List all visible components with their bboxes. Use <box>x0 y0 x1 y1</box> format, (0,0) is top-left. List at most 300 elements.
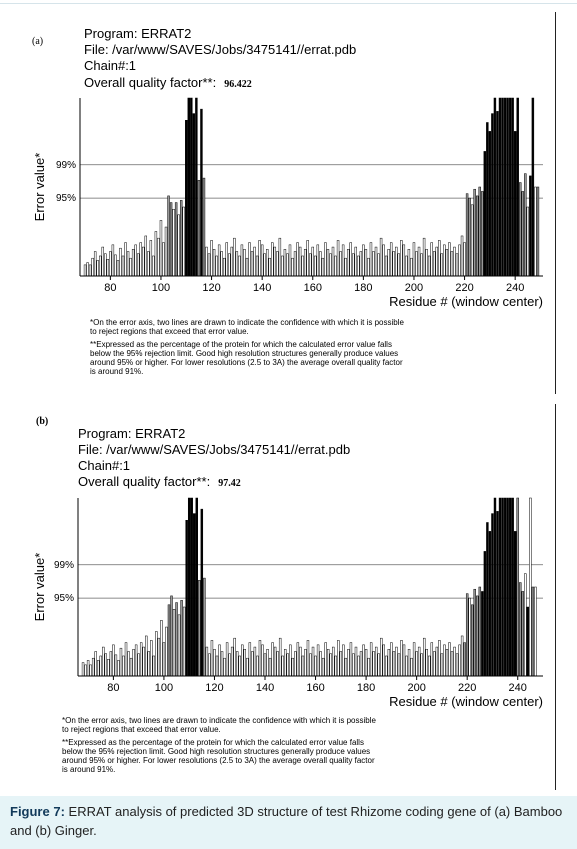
error-bar <box>350 243 352 276</box>
error-bar <box>261 245 263 276</box>
error-bar <box>140 643 142 676</box>
error-bar <box>398 254 400 276</box>
error-bar <box>135 645 137 676</box>
error-bar <box>486 122 488 276</box>
y-axis-label: Error value* <box>32 152 47 222</box>
error-bar <box>456 254 458 276</box>
error-bar <box>297 243 299 276</box>
error-bar <box>211 240 213 276</box>
x-tick-label: 180 <box>356 682 376 694</box>
error-bar <box>502 498 504 676</box>
quality-factor <box>84 75 252 93</box>
error-bar <box>375 247 377 276</box>
error-bar <box>428 656 430 676</box>
error-bar <box>175 203 177 276</box>
error-bar <box>163 243 165 276</box>
error-bar <box>436 247 438 276</box>
error-bar <box>441 654 443 676</box>
footnote-confidence: *On the error axis, two lines are drawn to indicate the confidence with which it is possible to reject regions that exceed that error value. <box>90 318 404 336</box>
error-bar <box>367 258 369 276</box>
error-bar <box>178 615 180 676</box>
error-bar <box>206 247 208 276</box>
error-bar <box>433 252 435 276</box>
panel-label: (a) <box>32 36 44 47</box>
error-bar <box>408 649 410 676</box>
error-bar <box>269 658 271 676</box>
error-bar <box>345 658 347 676</box>
error-bar <box>206 647 208 676</box>
error-bar <box>178 215 180 276</box>
error-bar <box>203 178 205 276</box>
error-bar <box>418 247 420 276</box>
error-bar <box>100 656 102 676</box>
error-bar <box>479 587 481 676</box>
error-bar <box>259 240 261 276</box>
error-bar <box>459 245 461 276</box>
error-bar <box>198 580 200 676</box>
error-bar <box>147 252 149 276</box>
error-bar <box>423 238 425 276</box>
error-bar <box>360 252 362 276</box>
error-bar <box>183 607 185 676</box>
error-bar <box>307 640 309 676</box>
error-bar <box>304 249 306 276</box>
error-bar <box>284 649 286 676</box>
error-bar <box>317 645 319 676</box>
error-bar <box>173 209 175 276</box>
error-bar <box>155 232 157 277</box>
error-bar <box>102 647 104 676</box>
error-bar <box>304 649 306 676</box>
error-bar <box>393 252 395 276</box>
errat-chart <box>22 94 555 314</box>
error-bar <box>188 98 190 276</box>
error-bar <box>519 583 521 676</box>
error-bar <box>433 652 435 676</box>
error-bar <box>216 656 218 676</box>
error-bar <box>186 520 188 676</box>
error-bar <box>302 656 304 676</box>
error-bar <box>529 498 531 676</box>
error-bar <box>340 252 342 276</box>
error-bar <box>443 245 445 276</box>
error-bar <box>302 256 304 276</box>
error-bar <box>259 640 261 676</box>
error-bar <box>99 256 101 276</box>
error-bar <box>241 245 243 276</box>
error-bar <box>342 645 344 676</box>
error-bar <box>229 654 231 676</box>
error-bar <box>378 254 380 276</box>
footnotes <box>90 318 410 380</box>
error-bar <box>117 660 119 676</box>
error-bar <box>150 640 152 676</box>
error-bar <box>238 256 240 276</box>
error-bar <box>267 649 269 676</box>
error-bar <box>453 247 455 276</box>
error-bar <box>256 656 258 676</box>
error-bar <box>286 254 288 276</box>
error-bar <box>155 632 157 677</box>
error-bar <box>534 587 536 676</box>
error-bar <box>168 605 170 676</box>
error-bar <box>358 656 360 676</box>
error-bar <box>90 665 92 676</box>
error-bar <box>157 238 159 276</box>
error-bar <box>401 640 403 676</box>
error-bar <box>95 652 97 676</box>
error-bar <box>474 589 476 676</box>
error-bar <box>491 514 493 676</box>
error-bar <box>145 636 147 676</box>
error-bar <box>332 247 334 276</box>
quality-factor-value: 97.42 <box>218 478 241 489</box>
error-bar <box>476 196 478 276</box>
error-bar <box>385 256 387 276</box>
error-bar <box>413 243 415 276</box>
error-bar <box>120 248 122 276</box>
error-bar <box>114 255 116 276</box>
error-bar <box>496 111 498 276</box>
error-bar <box>107 259 109 276</box>
error-bar <box>122 256 124 276</box>
error-bar <box>509 498 511 676</box>
error-bar <box>87 660 89 676</box>
error-bar <box>276 252 278 276</box>
error-bar <box>282 656 284 676</box>
x-tick-label: 140 <box>255 682 275 694</box>
error-bar <box>223 258 225 276</box>
error-bar <box>317 245 319 276</box>
error-bar <box>312 647 314 676</box>
error-bar <box>327 249 329 276</box>
error-bar <box>266 249 268 276</box>
error-bar <box>211 640 213 676</box>
error-bar <box>524 574 526 676</box>
reference-line-label: 99% <box>53 559 74 571</box>
error-bar <box>390 243 392 276</box>
error-bar <box>537 187 539 276</box>
caption-label: Figure 7: <box>10 804 65 819</box>
error-bar <box>213 249 215 276</box>
error-bar <box>454 647 456 676</box>
chain-id: Chain#:1 <box>84 58 137 73</box>
error-bar <box>413 643 415 676</box>
error-bar <box>112 645 114 676</box>
error-bar <box>446 249 448 276</box>
error-bar <box>246 658 248 676</box>
error-bar <box>370 643 372 676</box>
error-bar <box>360 652 362 676</box>
error-bar <box>335 256 337 276</box>
error-bar <box>310 654 312 676</box>
error-bar <box>191 498 193 676</box>
error-bar <box>532 587 534 676</box>
error-bar <box>486 522 488 676</box>
error-bar <box>416 252 418 276</box>
error-bar <box>504 98 506 276</box>
error-bar <box>469 598 471 676</box>
error-bar <box>461 236 463 276</box>
error-bar <box>218 245 220 276</box>
error-bar <box>165 227 167 276</box>
error-bar <box>418 647 420 676</box>
error-bar <box>327 649 329 676</box>
error-bar <box>370 243 372 276</box>
error-bar <box>398 654 400 676</box>
error-bar <box>529 176 531 276</box>
error-bar <box>352 654 354 676</box>
error-bar <box>332 647 334 676</box>
error-bar <box>236 652 238 676</box>
error-bar <box>446 649 448 676</box>
error-bar <box>254 247 256 276</box>
error-bar <box>299 647 301 676</box>
error-bar <box>309 254 311 276</box>
error-bar <box>383 245 385 276</box>
error-bar <box>522 191 524 276</box>
error-bar <box>534 187 536 276</box>
error-bar <box>254 647 256 676</box>
error-bar <box>219 645 221 676</box>
error-bar <box>365 649 367 676</box>
error-bar <box>527 607 529 676</box>
error-bar <box>231 247 233 276</box>
errat-panel-b <box>22 404 556 790</box>
error-bar <box>163 643 165 676</box>
error-bar <box>284 249 286 276</box>
error-bar <box>244 649 246 676</box>
error-bar <box>241 645 243 676</box>
error-bar <box>443 645 445 676</box>
error-bar <box>507 498 509 676</box>
error-bar <box>137 254 139 276</box>
error-bar <box>299 247 301 276</box>
x-tick-label: 240 <box>505 282 525 294</box>
error-bar <box>97 660 99 676</box>
error-bar <box>461 636 463 676</box>
error-bar <box>459 645 461 676</box>
x-tick-label: 140 <box>252 282 272 294</box>
panel-label: (b) <box>36 416 49 427</box>
error-bar <box>410 258 412 276</box>
error-bar <box>431 643 433 676</box>
chain-id: Chain#:1 <box>78 458 131 473</box>
error-bar <box>94 252 96 276</box>
error-bar <box>352 254 354 276</box>
error-bar <box>104 254 106 276</box>
error-bar <box>117 260 119 276</box>
error-bar <box>411 658 413 676</box>
error-bar <box>476 596 478 676</box>
error-bar <box>489 131 491 276</box>
error-bar <box>153 656 155 676</box>
error-bar <box>519 183 521 276</box>
error-bar <box>421 254 423 276</box>
error-bar <box>231 647 233 676</box>
quality-factor-label: Overall quality factor**: <box>78 474 211 489</box>
error-bar <box>274 247 276 276</box>
error-bar <box>292 658 294 676</box>
reference-line-label: 95% <box>55 193 76 205</box>
error-bar <box>469 198 471 276</box>
error-bar <box>158 638 160 676</box>
error-bar <box>362 245 364 276</box>
error-bar <box>105 654 107 676</box>
error-bar <box>307 240 309 276</box>
error-bar <box>173 609 175 676</box>
error-bar <box>524 174 526 276</box>
error-bar <box>251 652 253 676</box>
error-bar <box>507 98 509 276</box>
error-bar <box>264 254 266 276</box>
error-bar <box>279 638 281 676</box>
error-bar <box>87 263 89 276</box>
error-bar <box>403 645 405 676</box>
error-bar <box>428 256 430 276</box>
error-bar <box>195 98 197 276</box>
error-bar <box>203 578 205 676</box>
y-axis-label: Error value* <box>32 552 47 622</box>
error-bar <box>527 207 529 276</box>
error-bar <box>373 252 375 276</box>
error-bar <box>185 120 187 276</box>
error-bar <box>337 240 339 276</box>
error-bar <box>512 98 514 276</box>
error-bar <box>171 596 173 676</box>
error-bar <box>201 509 203 676</box>
error-bar <box>416 652 418 676</box>
error-bar <box>380 638 382 676</box>
error-bar <box>148 652 150 676</box>
file-path: File: /var/www/SAVES/Jobs/3475141//errat.pdb <box>78 442 351 457</box>
error-bar <box>262 645 264 676</box>
x-axis-label: Residue # (window center) <box>389 694 543 709</box>
reference-line-label: 95% <box>53 593 74 605</box>
file-path: File: /var/www/SAVES/Jobs/3475141//errat.pdb <box>84 42 357 57</box>
error-bar <box>395 247 397 276</box>
error-bar <box>365 249 367 276</box>
x-tick-label: 120 <box>202 282 221 294</box>
error-bar <box>287 654 289 676</box>
error-bar <box>109 252 111 276</box>
error-bar <box>532 98 534 276</box>
error-bar <box>181 600 183 676</box>
error-bar <box>406 656 408 676</box>
error-bar <box>312 247 314 276</box>
error-bar <box>294 252 296 276</box>
error-bar <box>405 256 407 276</box>
error-bar <box>395 647 397 676</box>
error-bar <box>383 645 385 676</box>
error-bar <box>390 643 392 676</box>
error-bar <box>274 647 276 676</box>
error-bar <box>517 98 519 276</box>
error-bar <box>138 654 140 676</box>
error-bar <box>168 196 170 276</box>
x-tick-label: 100 <box>154 682 174 694</box>
error-bar <box>234 638 236 676</box>
error-bar <box>228 254 230 276</box>
error-bar <box>112 245 114 276</box>
error-bar <box>315 656 317 676</box>
error-bar <box>388 249 390 276</box>
error-bar <box>84 265 86 276</box>
error-bar <box>466 194 468 276</box>
error-bar <box>449 643 451 676</box>
error-bar <box>347 249 349 276</box>
error-bar <box>188 498 190 676</box>
x-tick-label: 120 <box>205 682 224 694</box>
error-bar <box>408 249 410 276</box>
error-bar <box>522 591 524 676</box>
caption-body: ERRAT analysis of predicted 3D structure of test Rhizome coding gene of (a) Bamboo and (b) Ginger. <box>10 804 563 838</box>
figure-caption <box>0 796 577 849</box>
error-bar <box>393 652 395 676</box>
error-bar <box>110 652 112 676</box>
error-bar <box>130 658 132 676</box>
x-tick-label: 220 <box>458 682 477 694</box>
x-tick-label: 200 <box>407 682 426 694</box>
error-bar <box>214 649 216 676</box>
error-bar <box>499 98 501 276</box>
error-bar <box>423 638 425 676</box>
error-bar <box>494 98 496 276</box>
error-bar <box>152 256 154 276</box>
error-bar <box>504 498 506 676</box>
error-bar <box>281 256 283 276</box>
error-bar <box>115 655 117 676</box>
error-bar <box>198 180 200 276</box>
errat-panel-a <box>22 12 556 394</box>
x-tick-label: 160 <box>303 282 322 294</box>
error-bar <box>233 238 235 276</box>
error-bar <box>107 659 109 676</box>
error-bar <box>340 652 342 676</box>
error-bar <box>436 647 438 676</box>
error-bar <box>421 654 423 676</box>
error-bar <box>426 249 428 276</box>
error-bar <box>481 191 483 276</box>
error-bar <box>196 498 198 676</box>
error-bar <box>264 654 266 676</box>
program-name: Program: ERRAT2 <box>78 426 186 441</box>
error-bar <box>269 258 271 276</box>
top-divider <box>0 3 577 4</box>
error-bar <box>193 514 195 676</box>
error-bar <box>142 247 144 276</box>
error-bar <box>342 245 344 276</box>
quality-factor-value: 96.422 <box>224 79 252 90</box>
error-bar <box>335 656 337 676</box>
error-bar <box>512 498 514 676</box>
error-bar <box>514 531 516 676</box>
error-bar <box>451 252 453 276</box>
x-axis-label: Residue # (window center) <box>389 294 543 309</box>
error-bar <box>438 240 440 276</box>
error-bar <box>357 256 359 276</box>
error-bar <box>322 658 324 676</box>
error-bar <box>320 652 322 676</box>
footnote-quality: **Expressed as the percentage of the protein for which the calculated error value falls below the 95% rejection limit. Good high resolution structures generally produce values around 95% or higher. For lower resolutions (2.5 to 3A) the average overall quality factor is around 91%. <box>90 340 403 376</box>
error-bar <box>347 649 349 676</box>
x-tick-label: 200 <box>404 282 424 294</box>
error-bar <box>246 258 248 276</box>
error-bar <box>272 643 274 676</box>
error-bar <box>292 258 294 276</box>
error-bar <box>368 658 370 676</box>
error-bar <box>324 243 326 276</box>
